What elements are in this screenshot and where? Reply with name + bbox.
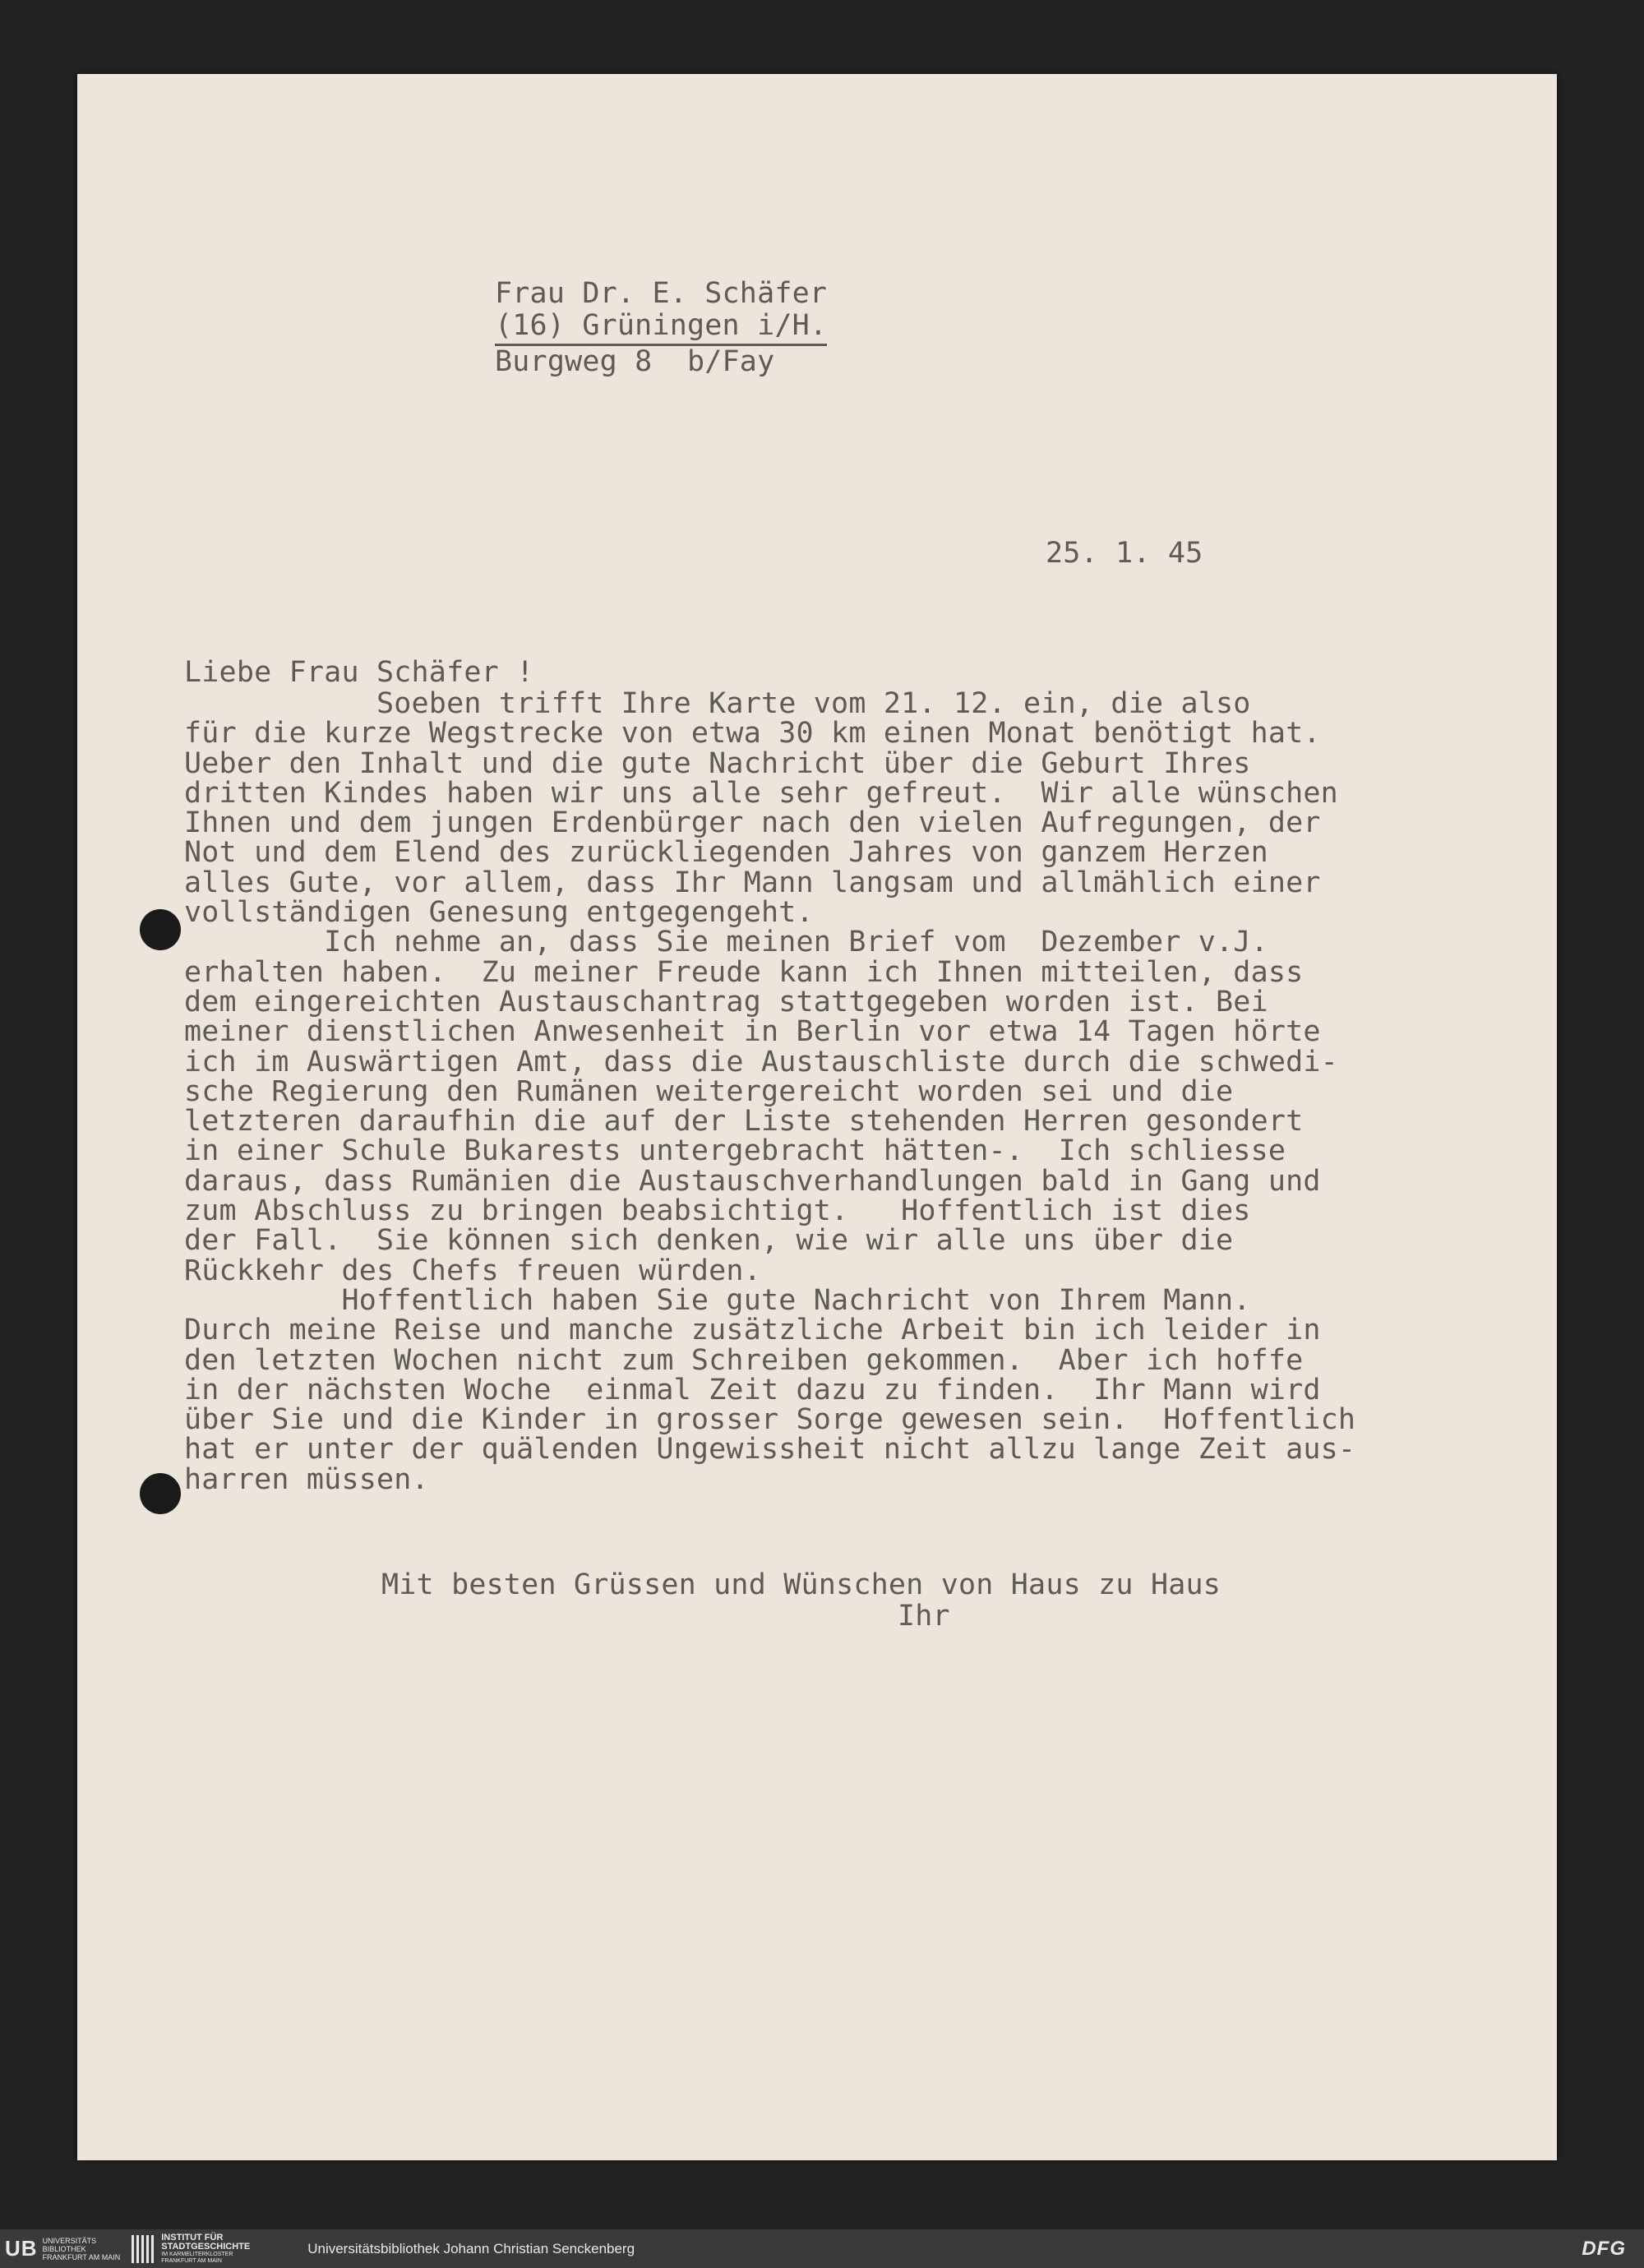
body-line: alles Gute, vor allem, dass Ihr Mann langsam und allmählich einer xyxy=(184,866,1321,899)
closing-line: Mit besten Grüssen und Wünschen von Haus zu Haus xyxy=(381,1568,1221,1601)
body-line: in einer Schule Bukarests untergebracht hätten-. Ich schliesse xyxy=(184,1134,1286,1168)
body-line: ich im Auswärtigen Amt, dass die Austauschliste durch die schwedi- xyxy=(184,1045,1338,1079)
ub-logo-text-line: BIBLIOTHEK xyxy=(42,2244,86,2253)
body-line: Rückkehr des Chefs freuen würden. xyxy=(184,1254,761,1287)
body-line: vollständigen Genesung entgegengeht. xyxy=(184,896,814,930)
letter-date: 25. 1. 45 xyxy=(1046,537,1203,570)
body-line: der Fall. Sie können sich denken, wie wir alle uns über die xyxy=(184,1224,1234,1258)
body-line: zum Abschluss zu bringen beabsichtigt. Hoffentlich ist dies xyxy=(184,1194,1251,1228)
isg-logo-text-line: INSTITUT FÜR xyxy=(161,2232,224,2243)
ub-logo-text xyxy=(43,2237,121,2261)
library-name: Universitätsbibliothek Johann Christian Senckenberg xyxy=(307,2240,635,2256)
sender-address xyxy=(495,278,827,378)
body-line: für die kurze Wegstrecke von etwa 30 km einen Monat benötigt hat. xyxy=(184,717,1321,751)
signoff: Ihr xyxy=(898,1600,950,1633)
body-line: Ich nehme an, dass Sie meinen Brief vom Dezember v.J. xyxy=(184,926,1268,959)
dfg-logo[interactable]: DFG xyxy=(1582,2238,1626,2260)
ub-logo[interactable] xyxy=(5,2229,120,2268)
body-line: Soeben trifft Ihre Karte vom 21. 12. ein, die also xyxy=(184,687,1251,720)
isg-logo-subtext: IM KARMELITERKLOSTER xyxy=(161,2251,233,2257)
columns-icon xyxy=(132,2235,156,2263)
body-line: Not und dem Elend des zurückliegenden Jahres von ganzem Herzen xyxy=(184,836,1268,870)
body-line: in der nächsten Woche einmal Zeit dazu zu finden. Ihr Mann wird xyxy=(184,1373,1321,1407)
body-line: meiner dienstlichen Anwesenheit in Berlin vor etwa 14 Tagen hörte xyxy=(184,1015,1321,1049)
isg-logo-text-line: STADTGESCHICHTE xyxy=(161,2241,251,2252)
body-line: erhalten haben. Zu meiner Freude kann ich Ihnen mitteilen, dass xyxy=(184,955,1304,989)
body-line: letzteren daraufhin die auf der Liste stehenden Herren gesondert xyxy=(184,1105,1304,1139)
body-line: hat er unter der quälenden Ungewissheit nicht allzu lange Zeit aus- xyxy=(184,1433,1356,1467)
salutation: Liebe Frau Schäfer ! xyxy=(184,656,534,689)
ub-logo-mark: UB xyxy=(5,2236,38,2261)
isg-logo-text xyxy=(161,2233,250,2265)
ub-logo-text-line: FRANKFURT AM MAIN xyxy=(42,2252,121,2261)
body-line: Durch meine Reise und manche zusätzliche Arbeit bin ich leider in xyxy=(184,1314,1321,1347)
body-line: sche Regierung den Rumänen weitergereicht worden sei und die xyxy=(184,1074,1234,1108)
ub-logo-text-line: UNIVERSITÄTS xyxy=(42,2236,97,2245)
isg-logo[interactable] xyxy=(132,2229,250,2268)
punch-hole xyxy=(140,909,181,950)
sender-street: Burgweg 8 b/Fay xyxy=(495,345,775,378)
body-line: dem eingereichten Austauschantrag stattgegeben worden ist. Bei xyxy=(184,985,1268,1019)
sender-city: (16) Grüningen i/H. xyxy=(495,310,827,346)
body-line: dritten Kindes haben wir uns alle sehr gefreut. Wir alle wünschen xyxy=(184,776,1338,810)
body-line: Ueber den Inhalt und die gute Nachricht über die Geburt Ihres xyxy=(184,746,1251,780)
body-line: daraus, dass Rumänien die Austauschverhandlungen bald in Gang und xyxy=(184,1164,1321,1198)
body-line: Ihnen und dem jungen Erdenbürger nach den vielen Aufregungen, der xyxy=(184,806,1321,840)
body-line: Hoffentlich haben Sie gute Nachricht von Ihrem Mann. xyxy=(184,1283,1251,1317)
punch-hole xyxy=(140,1473,181,1514)
viewer-footer-bar xyxy=(0,2229,1644,2268)
letter-body xyxy=(184,689,1355,1494)
body-line: harren müssen. xyxy=(184,1462,429,1496)
body-line: über Sie und die Kinder in grosser Sorge gewesen sein. Hoffentlich xyxy=(184,1403,1356,1437)
body-line: den letzten Wochen nicht zum Schreiben gekommen. Aber ich hoffe xyxy=(184,1343,1304,1377)
isg-logo-subtext: FRANKFURT AM MAIN xyxy=(161,2257,222,2264)
sender-name: Frau Dr. E. Schäfer xyxy=(495,277,828,310)
